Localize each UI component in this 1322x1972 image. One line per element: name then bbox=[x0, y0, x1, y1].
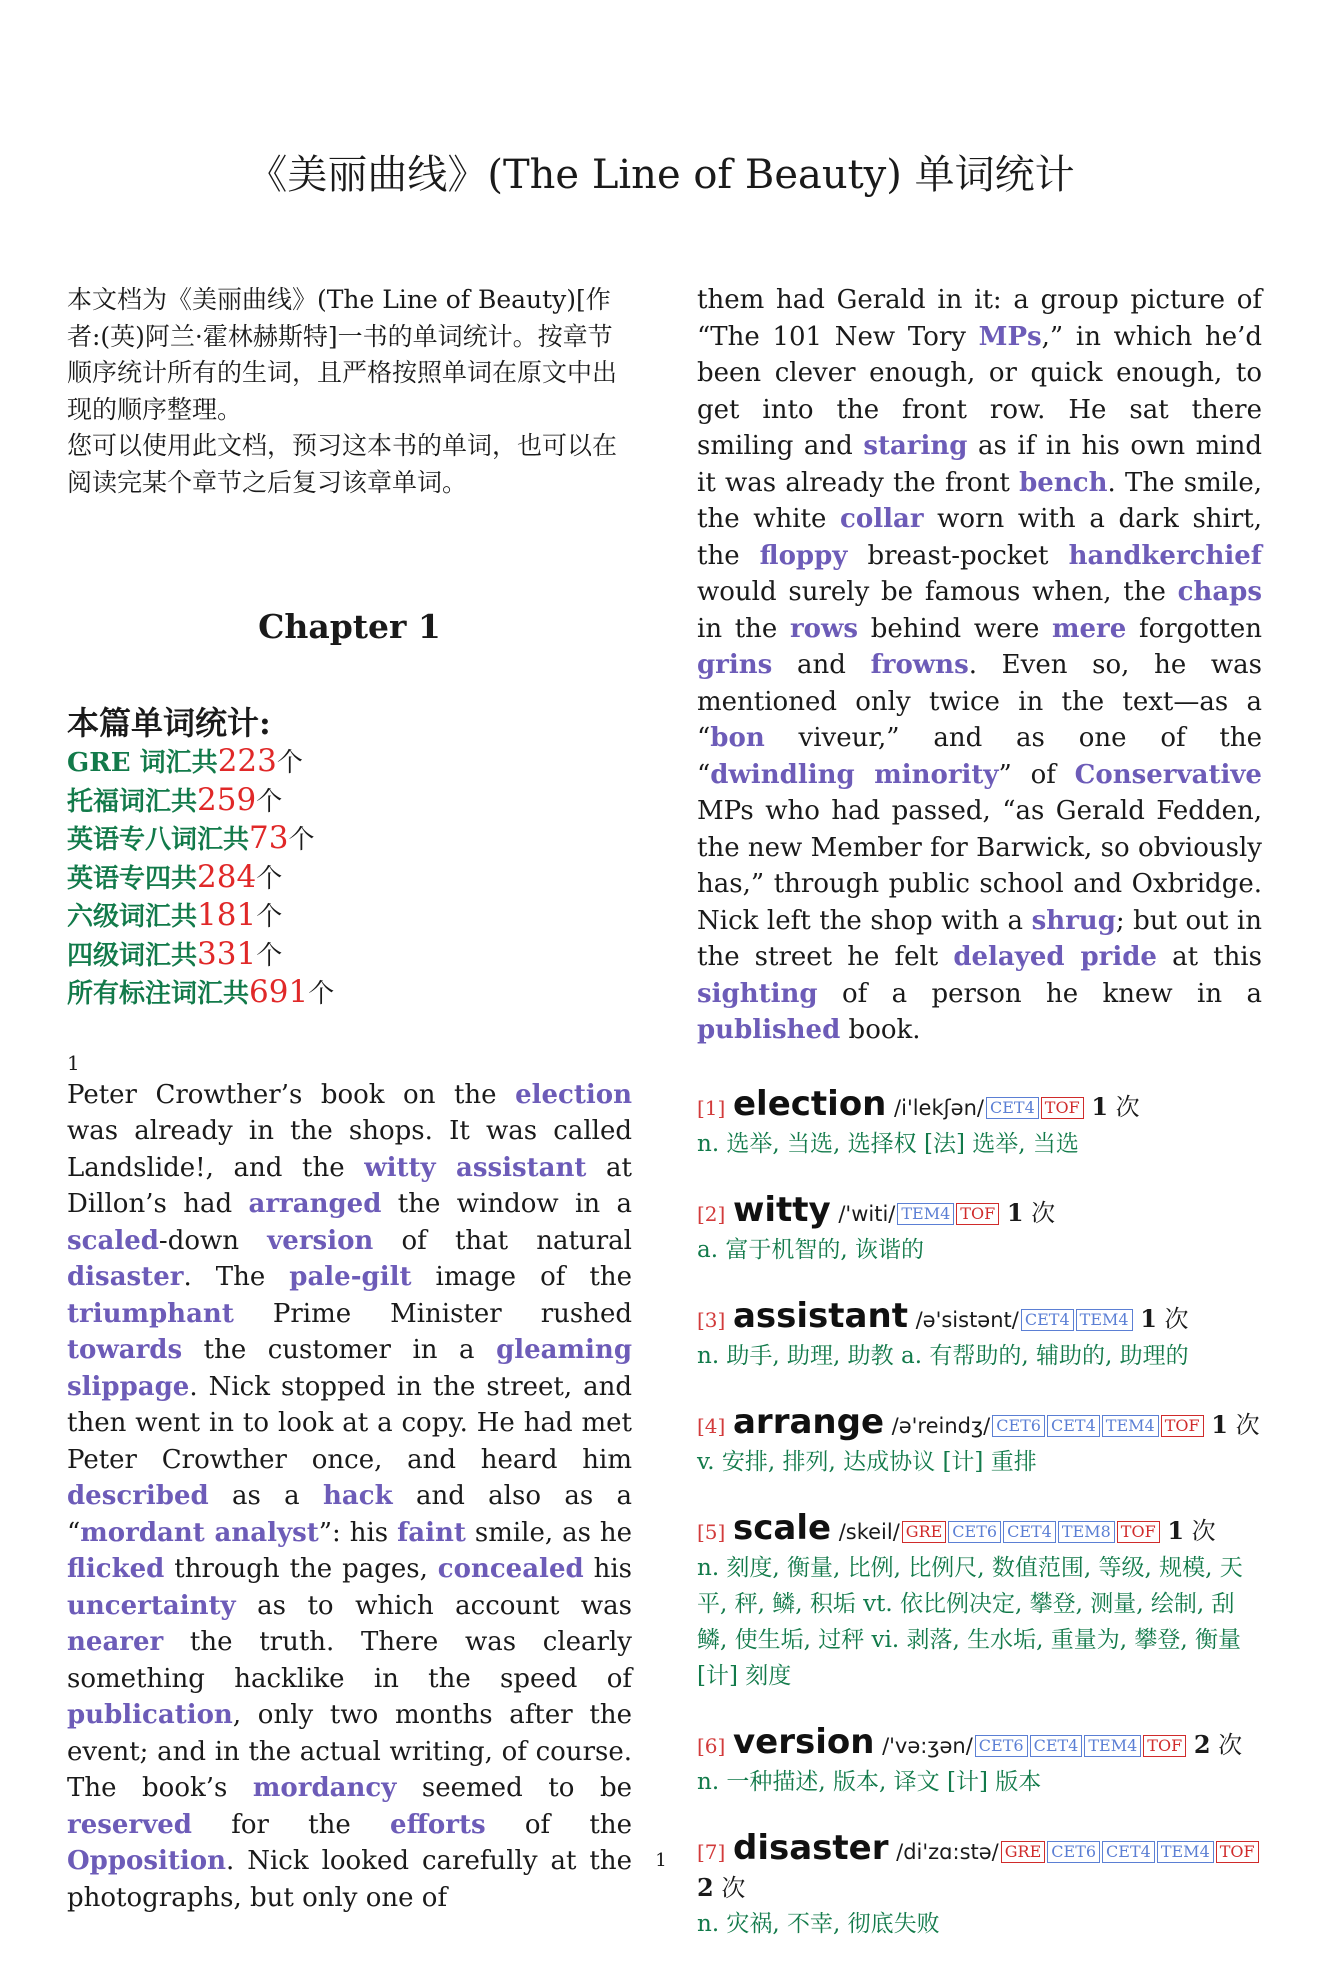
entry-word: scale bbox=[732, 1507, 832, 1548]
entry-count-suffix: 次 bbox=[721, 1873, 746, 1902]
left-column bbox=[67, 282, 632, 1916]
passage-text: Prime Minister rushed bbox=[233, 1298, 632, 1329]
passage-text: his bbox=[583, 1554, 632, 1584]
stats-heading: 本篇单词统计: bbox=[67, 704, 271, 742]
passage-text: forgotten bbox=[1126, 613, 1262, 644]
entry-count-suffix: 次 bbox=[1191, 1516, 1216, 1545]
passage-text: at Dillon’s had bbox=[67, 1152, 632, 1219]
vocab-word: frowns bbox=[870, 650, 969, 680]
entry-phonetic: /ə'sistənt/ bbox=[915, 1307, 1019, 1332]
vocab-word: mere bbox=[1052, 613, 1127, 644]
entry-index: [6] bbox=[697, 1733, 726, 1758]
entry-count-suffix: 次 bbox=[1164, 1304, 1189, 1333]
exam-tag: CET4 bbox=[1003, 1521, 1056, 1543]
entry-definition: n. 刻度, 衡量, 比例, 比例尺, 数值范围, 等级, 规模, 天平, 秤, 鳞, 积垢 vt. 依比例决定, 攀登, 测量, 绘制, 刮鳞, 使生垢, 过秤 vi. 剥落, 生水垢, 重量为, 攀登, 衡量 [计] 刻度 bbox=[697, 1554, 1243, 1689]
entry-definition: n. 灾祸, 不幸, 彻底失败 bbox=[697, 1910, 940, 1937]
passage-text: as a bbox=[208, 1481, 324, 1511]
entry-index: [7] bbox=[697, 1839, 726, 1864]
stat-row bbox=[67, 897, 632, 936]
stat-label: GRE 词汇共 bbox=[67, 748, 218, 778]
entry-definition: a. 富于机智的, 诙谐的 bbox=[697, 1236, 924, 1263]
vocab-word: bon bbox=[710, 723, 765, 753]
passage-text: seemed to be bbox=[396, 1773, 632, 1803]
passage-text: . Even so, he was mentioned only twice in the text—as a “ bbox=[697, 650, 1262, 753]
entry-phonetic: /i'lekʃən/ bbox=[894, 1095, 984, 1120]
entry-word: disaster bbox=[732, 1827, 889, 1868]
exam-tag: CET4 bbox=[986, 1097, 1039, 1119]
paragraph-number: 1 bbox=[67, 1050, 80, 1075]
exam-tag: TOF bbox=[1216, 1841, 1259, 1863]
vocab-word: grins bbox=[697, 650, 773, 680]
vocab-word: staring bbox=[863, 431, 968, 461]
stat-label: 所有标注词汇共 bbox=[67, 979, 250, 1009]
entry-count: 1 bbox=[1006, 1197, 1024, 1227]
entry-phonetic: /'witi/ bbox=[838, 1201, 896, 1226]
exam-tag: CET6 bbox=[975, 1735, 1028, 1757]
entry-phonetic: /'və:ʒən/ bbox=[882, 1733, 973, 1758]
passage-text: Peter Crowther’s book on the bbox=[67, 1079, 516, 1110]
exam-tag: TOF bbox=[956, 1203, 999, 1225]
stat-row bbox=[67, 782, 632, 821]
passage-text: the window in a bbox=[381, 1189, 632, 1219]
vocab-word: mordancy bbox=[252, 1773, 397, 1803]
vocab-word: dwindling minority bbox=[710, 759, 999, 790]
stat-unit: 个 bbox=[288, 825, 315, 855]
stat-count: 331 bbox=[197, 935, 257, 972]
passage-text: ” of bbox=[998, 759, 1075, 790]
vocab-entry bbox=[697, 1507, 1262, 1694]
exam-tag: CET4 bbox=[1102, 1841, 1155, 1863]
passage-text: worn with a dark shirt, the bbox=[697, 504, 1263, 571]
vocab-word: gleaming slippage bbox=[67, 1335, 632, 1402]
entry-count: 2 bbox=[697, 1872, 714, 1902]
vocab-list bbox=[697, 1083, 1262, 1942]
entry-index: [4] bbox=[697, 1413, 726, 1438]
passage-right bbox=[697, 282, 1262, 1049]
vocab-word: MPs bbox=[978, 321, 1042, 352]
stat-row bbox=[67, 974, 632, 1013]
vocab-word: disaster bbox=[67, 1262, 184, 1292]
vocab-entry bbox=[697, 1721, 1262, 1800]
exam-tag: CET4 bbox=[1021, 1309, 1074, 1331]
vocab-word: chaps bbox=[1177, 577, 1262, 607]
entry-index: [2] bbox=[697, 1201, 726, 1226]
entry-definition: v. 安排, 排列, 达成协议 [计] 重排 bbox=[697, 1448, 1037, 1475]
passage-text: the customer in a bbox=[182, 1335, 497, 1365]
entry-count-suffix: 次 bbox=[1115, 1092, 1140, 1121]
entry-definition: n. 助手, 助理, 助教 a. 有帮助的, 辅助的, 助理的 bbox=[697, 1342, 1189, 1369]
entry-count-suffix: 次 bbox=[1235, 1410, 1260, 1439]
exam-tag: TEM4 bbox=[1076, 1309, 1133, 1331]
vocab-word: sighting bbox=[697, 978, 818, 1009]
stat-unit: 个 bbox=[256, 902, 283, 932]
stat-rows bbox=[67, 743, 632, 1013]
entry-word: assistant bbox=[732, 1295, 908, 1336]
vocab-word: faint bbox=[397, 1517, 466, 1548]
intro-line-1: 本文档为《美丽曲线》(The Line of Beauty)[作者:(英)阿兰·霍林赫斯特]一书的单词统计。按章节顺序统计所有的生词，且严格按照单词在原文中出现的顺序整理。 bbox=[67, 285, 618, 424]
stat-count: 284 bbox=[197, 858, 257, 895]
vocab-word: bench bbox=[1019, 467, 1108, 498]
entry-word: witty bbox=[732, 1189, 831, 1230]
entry-count: 1 bbox=[1167, 1515, 1185, 1545]
vocab-word: reserved bbox=[67, 1809, 192, 1840]
stat-unit: 个 bbox=[308, 979, 335, 1009]
stat-label: 托福词汇共 bbox=[67, 786, 198, 817]
entry-phonetic: /skeil/ bbox=[838, 1519, 900, 1544]
exam-tag: CET6 bbox=[948, 1521, 1001, 1543]
vocab-word: pale-gilt bbox=[289, 1262, 412, 1292]
vocab-word: publication bbox=[67, 1700, 233, 1730]
passage-text: as if in his own mind it was already the front bbox=[697, 431, 1262, 498]
stat-count: 73 bbox=[249, 820, 289, 856]
vocab-word: described bbox=[67, 1481, 209, 1511]
passage-text: . Nick looked carefully at the photographs, but only one of bbox=[67, 1846, 632, 1913]
exam-tag: TEM4 bbox=[1157, 1841, 1214, 1863]
vocab-word: towards bbox=[67, 1335, 183, 1365]
passage-text: . Nick stopped in the street, and then went in to look at a copy. He had met Peter Crowther once, and heard him bbox=[67, 1371, 632, 1475]
entry-head bbox=[697, 1721, 1262, 1764]
passage-text: them had Gerald in it: a group picture of “The 101 New Tory bbox=[697, 285, 1262, 352]
vocab-word: triumphant bbox=[67, 1298, 234, 1329]
stat-label: 英语专四共 bbox=[67, 863, 198, 894]
passage-text: smile, as he bbox=[465, 1517, 632, 1548]
entry-index: [1] bbox=[697, 1095, 726, 1120]
stat-unit: 个 bbox=[256, 786, 283, 817]
vocab-word: hack bbox=[323, 1481, 393, 1511]
exam-tag: CET6 bbox=[992, 1415, 1045, 1437]
stat-row bbox=[67, 936, 632, 975]
passage-text: for the bbox=[191, 1809, 391, 1840]
stat-count: 223 bbox=[217, 743, 277, 779]
passage-text: . The smile, the white bbox=[697, 467, 1263, 534]
stat-label: 六级词汇共 bbox=[67, 902, 198, 932]
passage-text: . The bbox=[183, 1262, 290, 1292]
passage-text: , only two months after the event; and in the actual writing, of course. The book’s bbox=[67, 1700, 632, 1803]
intro bbox=[67, 282, 632, 501]
vocab-word: concealed bbox=[437, 1554, 584, 1584]
vocab-entry bbox=[697, 1827, 1262, 1942]
exam-tag: GRE bbox=[1001, 1841, 1046, 1863]
vocab-word: rows bbox=[789, 613, 859, 644]
passage-text: and bbox=[772, 650, 871, 680]
passage-text: would surely be famous when, the bbox=[697, 577, 1178, 607]
passage-text: of that natural bbox=[373, 1225, 632, 1256]
entry-head bbox=[697, 1083, 1262, 1126]
exam-tag: CET4 bbox=[1030, 1735, 1083, 1757]
passage-text: as to which account was bbox=[235, 1590, 632, 1621]
exam-tag: TEM8 bbox=[1058, 1521, 1115, 1543]
passage-text: MPs who had passed, “as Gerald Fedden, the new Member for Barwick, so obviously has,” through public school and Oxbridge. Nick left the shop with a bbox=[697, 796, 1262, 936]
passage-left bbox=[67, 1077, 632, 1917]
passage-text: in the bbox=[697, 613, 790, 644]
chapter-heading: Chapter 1 bbox=[258, 607, 441, 646]
word-stats bbox=[67, 703, 632, 1013]
entry-definition: n. 一种描述, 版本, 译文 [计] 版本 bbox=[697, 1768, 1042, 1795]
entry-count: 1 bbox=[1211, 1409, 1228, 1439]
stat-label: 四级词汇共 bbox=[67, 940, 198, 971]
passage-text: was already in the shops. It was called Landslide!, and the bbox=[67, 1116, 632, 1183]
vocab-entry bbox=[697, 1401, 1262, 1480]
stat-row bbox=[67, 820, 632, 859]
vocab-word: delayed pride bbox=[953, 942, 1157, 972]
stat-row bbox=[67, 859, 632, 898]
passage-text: viveur,” and as one of the “ bbox=[697, 723, 1262, 790]
vocab-word: Conservative bbox=[1074, 759, 1262, 790]
vocab-word: handkerchief bbox=[1068, 540, 1262, 571]
vocab-word: nearer bbox=[67, 1627, 164, 1657]
entry-count-suffix: 次 bbox=[1031, 1198, 1056, 1227]
exam-tag: TOF bbox=[1117, 1521, 1160, 1543]
entry-head bbox=[697, 1401, 1262, 1444]
vocab-word: published bbox=[697, 1015, 841, 1045]
entry-phonetic: /ə'reindʒ/ bbox=[891, 1413, 991, 1438]
passage-text: at this bbox=[1156, 942, 1262, 972]
entry-index: [3] bbox=[697, 1307, 726, 1332]
exam-tag: TOF bbox=[1143, 1735, 1186, 1757]
passage-text: ; but out in the street he felt bbox=[697, 905, 1262, 972]
vocab-word: scaled bbox=[67, 1225, 159, 1256]
exam-tag: TEM4 bbox=[897, 1203, 954, 1225]
vocab-word: version bbox=[267, 1225, 374, 1256]
vocab-word: efforts bbox=[390, 1809, 486, 1840]
entry-word: version bbox=[732, 1721, 875, 1762]
exam-tag: CET6 bbox=[1047, 1841, 1100, 1863]
stat-row bbox=[67, 743, 632, 782]
vocab-word: floppy bbox=[759, 540, 848, 571]
exam-tag: TOF bbox=[1161, 1415, 1204, 1437]
exam-tag: TOF bbox=[1041, 1097, 1084, 1119]
stat-unit: 个 bbox=[256, 863, 283, 894]
passage-text: the truth. There was clearly something hacklike in the speed of bbox=[67, 1627, 632, 1694]
entry-count: 2 bbox=[1193, 1729, 1211, 1759]
stat-count: 691 bbox=[249, 974, 309, 1010]
exam-tag: TEM4 bbox=[1102, 1415, 1159, 1437]
right-column bbox=[697, 282, 1262, 1972]
entry-count: 1 bbox=[1091, 1091, 1109, 1121]
vocab-entry bbox=[697, 1189, 1262, 1268]
vocab-word: flicked bbox=[67, 1554, 165, 1584]
vocab-word: Opposition bbox=[67, 1846, 226, 1876]
passage-text: behind were bbox=[858, 613, 1052, 644]
passage-text: -down bbox=[158, 1225, 268, 1256]
entry-word: election bbox=[732, 1083, 887, 1124]
vocab-word: uncertainty bbox=[67, 1590, 236, 1621]
stat-unit: 个 bbox=[276, 748, 303, 778]
stat-label: 英语专八词汇共 bbox=[67, 825, 250, 855]
vocab-word: mordant analyst bbox=[80, 1517, 319, 1548]
vocab-entry bbox=[697, 1083, 1262, 1162]
exam-tag: GRE bbox=[902, 1521, 947, 1543]
passage-text: of the bbox=[485, 1809, 632, 1840]
entry-head bbox=[697, 1507, 1262, 1550]
entry-index: [5] bbox=[697, 1519, 726, 1544]
stat-count: 181 bbox=[197, 897, 257, 933]
passage-text: ”: his bbox=[318, 1517, 398, 1548]
entry-count-suffix: 次 bbox=[1218, 1730, 1243, 1759]
entry-phonetic: /di'zɑ:stə/ bbox=[896, 1839, 999, 1864]
entry-head bbox=[697, 1295, 1262, 1338]
exam-tag: TEM4 bbox=[1084, 1735, 1141, 1757]
passage-text: ,” in which he’d been clever enough, or quick enough, to get into the front row. He sat there smiling and bbox=[697, 321, 1263, 461]
passage-text: and also as a “ bbox=[67, 1481, 632, 1548]
vocab-entry bbox=[697, 1295, 1262, 1374]
passage-text: image of the bbox=[411, 1262, 632, 1292]
passage-text: through the pages, bbox=[164, 1554, 438, 1584]
passage-text: book. bbox=[840, 1015, 921, 1045]
passage-text: of a person he knew in a bbox=[817, 978, 1262, 1009]
vocab-word: witty assistant bbox=[364, 1152, 587, 1183]
entry-definition: n. 选举, 当选, 选择权 [法] 选举, 当选 bbox=[697, 1130, 1079, 1157]
stat-count: 259 bbox=[197, 781, 257, 818]
entry-count: 1 bbox=[1140, 1303, 1157, 1333]
vocab-word: collar bbox=[840, 504, 924, 534]
vocab-word: shrug bbox=[1031, 905, 1116, 936]
entry-head bbox=[697, 1189, 1262, 1232]
entry-word: arrange bbox=[732, 1401, 885, 1442]
stat-unit: 个 bbox=[256, 940, 283, 971]
vocab-word: election bbox=[515, 1079, 632, 1110]
vocab-word: arranged bbox=[248, 1189, 382, 1219]
page-title: 《美丽曲线》(The Line of Beauty) 单词统计 bbox=[247, 152, 1075, 198]
passage-text: breast-pocket bbox=[847, 540, 1069, 571]
exam-tag: CET4 bbox=[1047, 1415, 1100, 1437]
intro-line-2: 您可以使用此文档，预习这本书的单词，也可以在阅读完某个章节之后复习该章单词。 bbox=[67, 431, 618, 497]
page-number: 1 bbox=[655, 1850, 667, 1871]
